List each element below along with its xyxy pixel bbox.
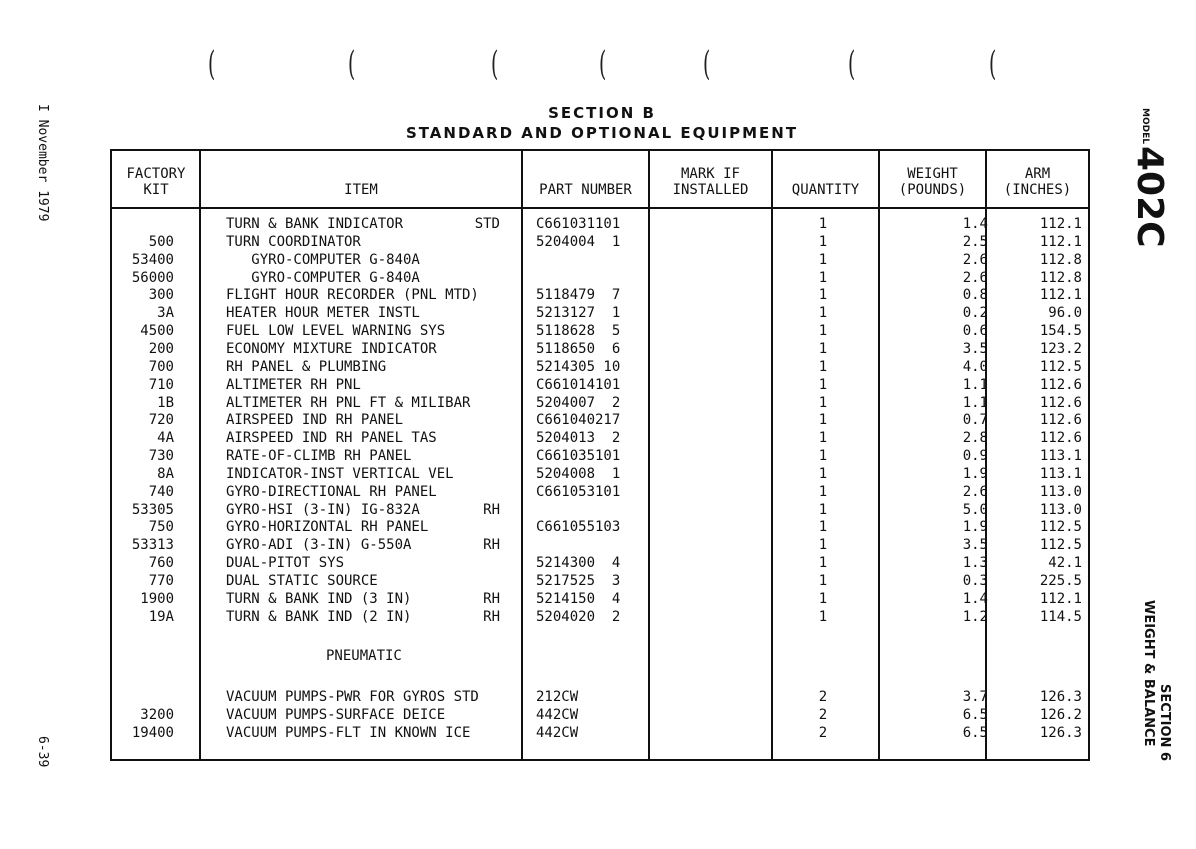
- cell-part: 5118628 5: [536, 323, 621, 340]
- cell-qty: 1: [818, 358, 828, 375]
- cell-kit: 19A: [148, 608, 174, 625]
- cell-std: RH: [483, 608, 500, 625]
- cell-weight: 3.5: [962, 537, 988, 554]
- cell-arm: 96.0: [1048, 305, 1082, 322]
- cell-arm: 113.0: [1039, 501, 1082, 518]
- cell-item: DUAL STATIC SOURCE: [226, 573, 378, 589]
- table-row: [112, 322, 1092, 340]
- cell-arm: 112.6: [1039, 376, 1082, 393]
- cell-part: 5204007 2: [536, 394, 621, 411]
- binder-mark: (: [702, 44, 711, 84]
- table-row: [112, 429, 1092, 447]
- cell-arm: 126.2: [1039, 706, 1082, 723]
- cell-weight: 0.8: [962, 287, 988, 304]
- cell-kit: 1B: [157, 394, 174, 411]
- header-factory-kit: FACTORY KIT: [126, 166, 186, 198]
- cell-kit: 760: [148, 555, 174, 572]
- header-divider: [112, 207, 1088, 209]
- cell-item: TURN & BANK INDICATOR: [226, 216, 404, 232]
- cell-part: 5214150 4: [536, 590, 621, 607]
- cell-part: 5204020 2: [536, 608, 621, 625]
- cell-item: ECONOMY MIXTURE INDICATOR: [226, 340, 437, 357]
- table-row: [112, 269, 1092, 287]
- revision-date: I November 1979: [35, 104, 50, 222]
- cell-kit: 3A: [157, 305, 174, 322]
- cell-arm: 112.1: [1039, 233, 1082, 250]
- cell-qty: 1: [818, 233, 828, 250]
- cell-weight: 6.5: [962, 706, 988, 723]
- binder-mark: (: [598, 44, 607, 84]
- cell-qty: 1: [818, 573, 828, 589]
- cell-qty: 2: [818, 689, 828, 706]
- cell-qty: 2: [818, 706, 828, 723]
- cell-part: 5214305 10: [536, 358, 621, 375]
- cell-item: GYRO-COMPUTER G-840A: [226, 251, 420, 268]
- table-row: [112, 340, 1092, 358]
- cell-arm: 112.5: [1039, 358, 1082, 375]
- cell-part: 5204008 1: [536, 465, 621, 482]
- cell-kit: 53313: [131, 537, 174, 554]
- cell-item: AIRSPEED IND RH PANEL TAS: [226, 430, 437, 447]
- header-arm: ARM (INCHES): [1003, 166, 1072, 198]
- cell-weight: 4.0: [962, 358, 988, 375]
- header-mark-if-installed: MARK IF INSTALLED: [672, 166, 749, 198]
- cell-qty: 2: [818, 724, 828, 741]
- model-number: 402C: [1129, 146, 1170, 248]
- cell-kit: 300: [148, 287, 174, 304]
- cell-item: GYRO-COMPUTER G-840A: [226, 269, 420, 286]
- cell-weight: 2.6: [962, 269, 988, 286]
- table-row: [112, 447, 1092, 465]
- cell-arm: 112.6: [1039, 394, 1082, 411]
- cell-part: 5118479 7: [536, 287, 621, 304]
- cell-arm: 112.5: [1039, 537, 1082, 554]
- table-row: [112, 706, 1092, 724]
- cell-arm: 112.8: [1039, 269, 1082, 286]
- cell-arm: 123.2: [1039, 340, 1082, 357]
- header-quantity: QUANTITY: [791, 182, 860, 198]
- cell-item: ALTIMETER RH PNL FT & MILIBAR: [226, 394, 471, 411]
- cell-qty: 1: [818, 465, 828, 482]
- binder-mark: (: [207, 44, 216, 84]
- cell-kit: 200: [148, 340, 174, 357]
- cell-part: 5204013 2: [536, 430, 621, 447]
- cell-arm: 126.3: [1039, 724, 1082, 741]
- cell-weight: 1.9: [962, 465, 988, 482]
- cell-item: GYRO-DIRECTIONAL RH PANEL: [226, 483, 437, 500]
- cell-qty: 1: [818, 269, 828, 286]
- table-row: [112, 572, 1092, 590]
- cell-part: 442CW: [536, 706, 579, 723]
- cell-part: C661035101: [536, 448, 621, 465]
- cell-qty: 1: [818, 251, 828, 268]
- table-row: [112, 518, 1092, 536]
- cell-item: GYRO-HSI (3-IN) IG-832A: [226, 501, 420, 518]
- cell-qty: 1: [818, 394, 828, 411]
- cell-arm: 112.6: [1039, 412, 1082, 429]
- cell-part: 212CW: [536, 689, 579, 706]
- section-title: SECTION B: [548, 104, 656, 122]
- cell-arm: 112.5: [1039, 519, 1082, 536]
- cell-arm: 225.5: [1039, 573, 1082, 589]
- table-row: [112, 411, 1092, 429]
- cell-qty: 1: [818, 412, 828, 429]
- binder-mark: (: [490, 44, 499, 84]
- cell-weight: 3.5: [962, 340, 988, 357]
- cell-weight: 1.1: [962, 394, 988, 411]
- cell-kit: 8A: [157, 465, 174, 482]
- cell-part: C661053101: [536, 483, 621, 500]
- header-part-number: PART NUMBER: [539, 182, 632, 198]
- cell-kit: 56000: [131, 269, 174, 286]
- header-item: ITEM: [344, 182, 378, 198]
- cell-arm: 112.8: [1039, 251, 1082, 268]
- cell-qty: 1: [818, 448, 828, 465]
- section-name: WEIGHT & BALANCE: [1141, 600, 1156, 747]
- cell-qty: 1: [818, 305, 828, 322]
- cell-item: DUAL-PITOT SYS: [226, 555, 345, 572]
- cell-item: TURN & BANK IND (3 IN): [226, 590, 412, 607]
- cell-std: RH: [483, 590, 500, 607]
- table-row: [112, 286, 1092, 304]
- cell-weight: 2.6: [962, 483, 988, 500]
- cell-weight: 1.3: [962, 555, 988, 572]
- pneumatic-subheading: PNEUMATIC: [326, 648, 402, 665]
- cell-item: TURN & BANK IND (2 IN): [226, 608, 412, 625]
- cell-weight: 0.6: [962, 323, 988, 340]
- cell-weight: 0.7: [962, 412, 988, 429]
- header-weight: WEIGHT (POUNDS): [898, 166, 967, 198]
- cell-weight: 6.5: [962, 724, 988, 741]
- cell-qty: 1: [818, 608, 828, 625]
- brand-model-label: MODEL: [1140, 108, 1150, 144]
- cell-arm: 126.3: [1039, 689, 1082, 706]
- cell-kit: 710: [148, 376, 174, 393]
- binder-mark: (: [988, 44, 997, 84]
- cell-kit: 500: [148, 233, 174, 250]
- binder-mark: (: [347, 44, 356, 84]
- cell-part: 442CW: [536, 724, 579, 741]
- cell-qty: 1: [818, 430, 828, 447]
- cell-part: C661014101: [536, 376, 621, 393]
- cell-arm: 113.1: [1039, 465, 1082, 482]
- cell-item: AIRSPEED IND RH PANEL: [226, 412, 404, 429]
- cell-kit: 770: [148, 573, 174, 589]
- cell-kit: 3200: [140, 706, 174, 723]
- cell-item: ALTIMETER RH PNL: [226, 376, 361, 393]
- cell-kit: 53305: [131, 501, 174, 518]
- cell-qty: 1: [818, 555, 828, 572]
- cell-item: RH PANEL & PLUMBING: [226, 358, 387, 375]
- cell-item: VACUUM PUMPS-SURFACE DEICE: [226, 706, 446, 723]
- cell-std: RH: [483, 501, 500, 518]
- cell-item: VACUUM PUMPS-PWR FOR GYROS STD: [226, 689, 479, 706]
- cell-arm: 113.0: [1039, 483, 1082, 500]
- cell-qty: 1: [818, 590, 828, 607]
- cell-weight: 1.4: [962, 590, 988, 607]
- table-row: [112, 536, 1092, 554]
- cell-qty: 1: [818, 501, 828, 518]
- table-row: [112, 590, 1092, 608]
- section-label: SECTION 6: [1157, 684, 1172, 761]
- table-row: [112, 215, 1092, 233]
- page-number: 6-39: [35, 736, 50, 768]
- binder-mark: (: [847, 44, 856, 84]
- cell-weight: 1.9: [962, 519, 988, 536]
- cell-kit: 1900: [140, 590, 174, 607]
- cell-qty: 1: [818, 483, 828, 500]
- cell-weight: 3.7: [962, 689, 988, 706]
- table-row: [112, 304, 1092, 322]
- cell-kit: 740: [148, 483, 174, 500]
- table-row: [112, 724, 1092, 742]
- cell-weight: 2.6: [962, 251, 988, 268]
- cell-part: C661040217: [536, 412, 621, 429]
- cell-arm: 112.1: [1039, 216, 1082, 232]
- cell-std: STD: [474, 216, 500, 232]
- cell-weight: 0.2: [962, 305, 988, 322]
- cell-weight: 1.1: [962, 376, 988, 393]
- table-row: [112, 233, 1092, 251]
- cell-part: C661031101: [536, 216, 621, 232]
- cell-item: RATE-OF-CLIMB RH PANEL: [226, 448, 412, 465]
- cell-qty: 1: [818, 287, 828, 304]
- cell-item: GYRO-HORIZONTAL RH PANEL: [226, 519, 429, 536]
- table-row: [112, 483, 1092, 501]
- table-row: [112, 358, 1092, 376]
- cell-part: 5204004 1: [536, 233, 621, 250]
- cell-part: 5214300 4: [536, 555, 621, 572]
- cell-weight: 5.0: [962, 501, 988, 518]
- table-row: [112, 688, 1092, 706]
- cell-part: 5213127 1: [536, 305, 621, 322]
- cell-arm: 112.6: [1039, 430, 1082, 447]
- table-row: [112, 394, 1092, 412]
- cell-part: C661055103: [536, 519, 621, 536]
- cell-kit: 4500: [140, 323, 174, 340]
- cell-kit: 4A: [157, 430, 174, 447]
- cell-kit: 700: [148, 358, 174, 375]
- cell-kit: 730: [148, 448, 174, 465]
- cell-std: RH: [483, 537, 500, 554]
- cell-item: FLIGHT HOUR RECORDER (PNL MTD): [226, 287, 479, 304]
- cell-arm: 112.1: [1039, 590, 1082, 607]
- cell-arm: 112.1: [1039, 287, 1082, 304]
- cell-qty: 1: [818, 216, 828, 232]
- cell-arm: 113.1: [1039, 448, 1082, 465]
- cell-arm: 42.1: [1048, 555, 1082, 572]
- table-row: [112, 554, 1092, 572]
- cell-item: INDICATOR-INST VERTICAL VEL: [226, 465, 454, 482]
- cell-kit: 19400: [131, 724, 174, 741]
- cell-arm: 154.5: [1039, 323, 1082, 340]
- table-row: [112, 501, 1092, 519]
- cell-weight: 0.9: [962, 448, 988, 465]
- cell-weight: 2.5: [962, 233, 988, 250]
- table-row: [112, 376, 1092, 394]
- table-row: [112, 251, 1092, 269]
- section-subtitle: STANDARD AND OPTIONAL EQUIPMENT: [405, 124, 799, 142]
- cell-kit: 750: [148, 519, 174, 536]
- cell-item: FUEL LOW LEVEL WARNING SYS: [226, 323, 446, 340]
- cell-weight: 2.8: [962, 430, 988, 447]
- table-row: [112, 465, 1092, 483]
- cell-qty: 1: [818, 376, 828, 393]
- cell-kit: 53400: [131, 251, 174, 268]
- cell-weight: 0.3: [962, 573, 988, 589]
- cell-weight: 1.2: [962, 608, 988, 625]
- cell-qty: 1: [818, 340, 828, 357]
- cell-part: 5118650 6: [536, 340, 621, 357]
- cell-part: 5217525 3: [536, 573, 621, 589]
- cell-qty: 1: [818, 323, 828, 340]
- table-row: [112, 608, 1092, 626]
- cell-item: VACUUM PUMPS-FLT IN KNOWN ICE: [226, 724, 471, 741]
- cell-kit: 720: [148, 412, 174, 429]
- cell-item: TURN COORDINATOR: [226, 233, 361, 250]
- cell-item: HEATER HOUR METER INSTL: [226, 305, 420, 322]
- equipment-table: [110, 149, 1090, 761]
- cell-qty: 1: [818, 519, 828, 536]
- cell-arm: 114.5: [1039, 608, 1082, 625]
- cell-qty: 1: [818, 537, 828, 554]
- cell-item: GYRO-ADI (3-IN) G-550A: [226, 537, 412, 554]
- cell-weight: 1.4: [962, 216, 988, 232]
